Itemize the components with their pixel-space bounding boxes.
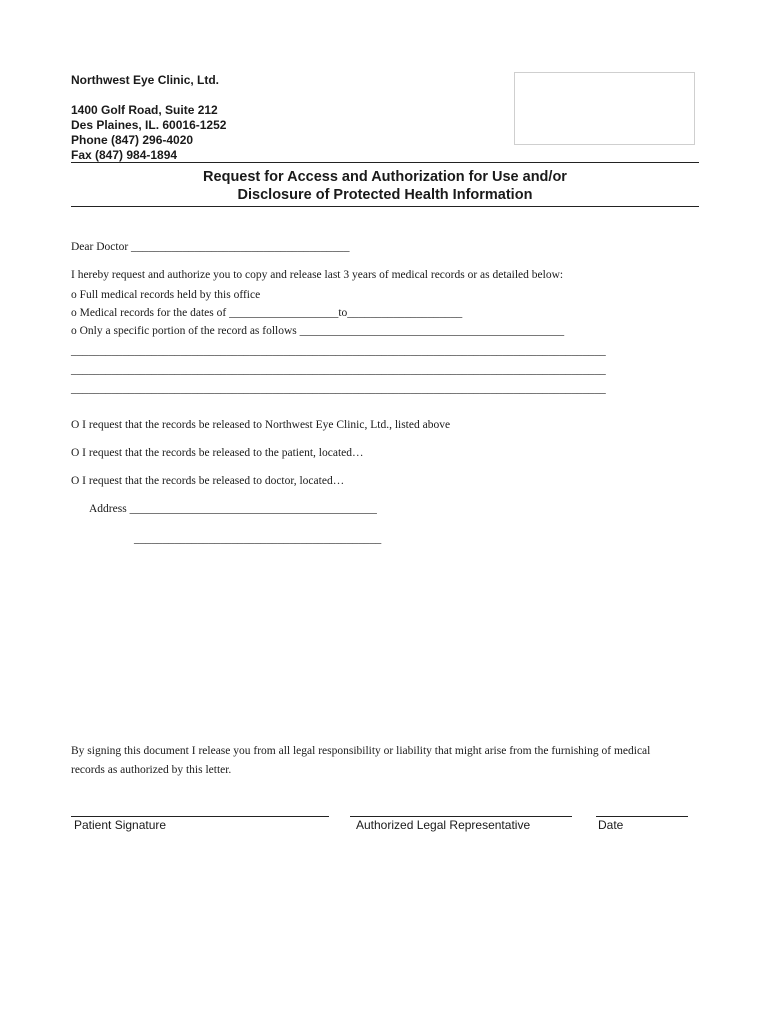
document-title bbox=[71, 168, 699, 204]
stamp-box bbox=[514, 72, 695, 145]
release-to-doctor-option[interactable]: O I request that the records be released to doctor, located… bbox=[71, 475, 345, 487]
release-to-patient-option[interactable]: O I request that the records be released to the patient, located… bbox=[71, 447, 364, 459]
patient-signature-label: Patient Signature bbox=[74, 818, 167, 832]
clinic-fax: Fax (847) 984-1894 bbox=[71, 148, 178, 162]
liability-text-line-1: By signing this document I release you from all legal responsibility or liability that might arise from the furnishing of medical bbox=[71, 745, 651, 757]
portion-blank-line-1[interactable]: _____________________________________________________________________________________________ bbox=[71, 345, 606, 357]
date-label: Date bbox=[598, 818, 624, 832]
title-rule bbox=[71, 206, 699, 207]
representative-signature-label: Authorized Legal Representative bbox=[356, 818, 531, 832]
option-specific-portion[interactable]: o Only a specific portion of the record as follows ______________________________________________ bbox=[71, 325, 565, 337]
date-line[interactable] bbox=[596, 816, 688, 817]
dear-doctor-field[interactable]: Dear Doctor ______________________________________ bbox=[71, 241, 350, 253]
title-line-2: Disclosure of Protected Health Information bbox=[237, 187, 533, 203]
release-to-clinic-option[interactable]: O I request that the records be released to Northwest Eye Clinic, Ltd., listed above bbox=[71, 419, 451, 431]
clinic-city: Des Plaines, IL. 60016-1252 bbox=[71, 118, 227, 132]
title-line-1: Request for Access and Authorization for Use and/or bbox=[203, 169, 567, 185]
clinic-name: Northwest Eye Clinic, Ltd. bbox=[71, 73, 220, 87]
option-date-range[interactable]: o Medical records for the dates of ___________________to____________________ bbox=[71, 307, 463, 319]
request-intro: I hereby request and authorize you to copy and release last 3 years of medical records or as detailed below: bbox=[71, 269, 564, 281]
patient-signature-line[interactable] bbox=[71, 816, 329, 817]
portion-blank-line-2[interactable]: _____________________________________________________________________________________________ bbox=[71, 364, 606, 376]
top-rule bbox=[71, 162, 699, 163]
clinic-street: 1400 Golf Road, Suite 212 bbox=[71, 103, 218, 117]
liability-text-line-2: records as authorized by this letter. bbox=[71, 764, 232, 776]
address-field-line-2[interactable]: ___________________________________________ bbox=[134, 533, 382, 545]
representative-signature-line[interactable] bbox=[350, 816, 572, 817]
address-field[interactable]: Address ___________________________________________ bbox=[89, 503, 377, 515]
clinic-address-block bbox=[71, 73, 226, 163]
option-full-records[interactable]: o Full medical records held by this office bbox=[71, 289, 261, 301]
portion-blank-line-3[interactable]: _____________________________________________________________________________________________ bbox=[71, 383, 606, 395]
clinic-phone: Phone (847) 296-4020 bbox=[71, 133, 194, 147]
